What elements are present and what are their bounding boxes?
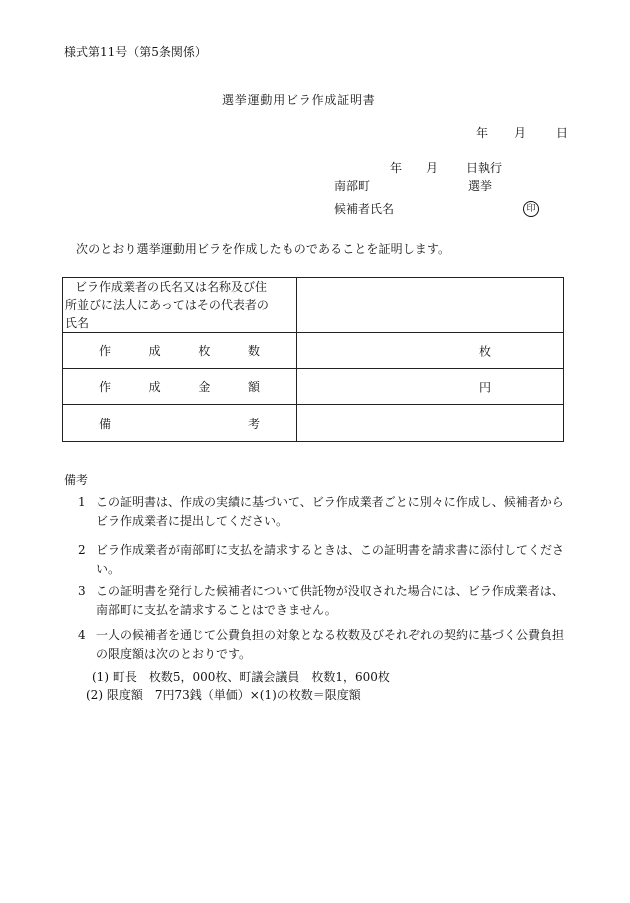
label-char: 成	[148, 344, 161, 358]
election-month: 月	[426, 161, 439, 175]
note-number: 3	[78, 584, 86, 598]
table-label-cell	[63, 278, 297, 333]
note-item	[78, 626, 566, 664]
town-name: 南部町	[334, 179, 371, 193]
note-text: この証明書は、作成の実績に基づいて、ビラ作成業者ごとに別々に作成し、候補者からビラ作成業者に提出してください。	[96, 495, 564, 528]
table-row	[63, 333, 564, 369]
date-month: 月	[514, 126, 527, 140]
date-day: 日	[556, 126, 569, 140]
seal-mark: 印	[523, 201, 539, 217]
table-label-cell	[63, 405, 297, 442]
unit-label: 枚	[478, 344, 491, 358]
unit-label: 円	[478, 380, 491, 394]
label-char: 成	[148, 380, 161, 394]
note-sub-item: (2) 限度額 7円73銭（単価）×(1)の枚数＝限度額	[86, 688, 361, 702]
table-label-cell	[63, 369, 297, 405]
label-char: 額	[247, 380, 260, 394]
label-char: 金	[198, 380, 211, 394]
sheet-count-field[interactable]	[297, 333, 564, 369]
election-year: 年	[390, 161, 403, 175]
remarks-field[interactable]	[297, 405, 564, 442]
label-char: 考	[247, 416, 260, 431]
note-text: 一人の候補者を通じて公費負担の対象となる枚数及びそれぞれの契約に基づく公費負担の限度額は次のとおりです。	[96, 628, 565, 661]
election-type: 選挙	[468, 179, 493, 193]
business-name-field[interactable]	[297, 278, 564, 333]
amount-field[interactable]	[297, 369, 564, 405]
note-item	[78, 493, 566, 531]
label-char: 作	[99, 344, 112, 358]
intro-statement: 次のとおり選挙運動用ビラを作成したものであることを証明します。	[76, 242, 451, 256]
note-sub-item: (1) 町長 枚数5，000枚、町議会議員 枚数1，600枚	[92, 670, 390, 684]
note-number: 1	[78, 495, 86, 509]
label-char: 備	[99, 416, 112, 431]
form-number: 様式第11号（第5条関係）	[64, 45, 207, 59]
note-item	[78, 582, 566, 620]
table-row	[63, 278, 564, 333]
table-row	[63, 405, 564, 442]
notes-heading: 備考	[64, 473, 89, 487]
label-char: 数	[247, 344, 260, 358]
certificate-table	[62, 277, 564, 442]
note-number: 4	[78, 628, 86, 642]
label-char: 枚	[198, 344, 211, 358]
label-char: 作	[99, 380, 112, 394]
label-line: 所並びに法人にあってはその代表者の	[65, 298, 269, 312]
table-label-cell	[63, 333, 297, 369]
document-title: 選挙運動用ビラ作成証明書	[222, 93, 376, 107]
election-day: 日執行	[466, 161, 503, 175]
label-line: 氏名	[65, 316, 90, 330]
note-item	[78, 541, 566, 579]
note-text: この証明書を発行した候補者について供託物が没収された場合には、ビラ作成業者は、南部町に支払を請求することはできません。	[96, 584, 564, 617]
candidate-name-label: 候補者氏名	[334, 202, 395, 216]
note-text: ビラ作成業者が南部町に支払を請求するときは、この証明書を請求書に添付してください。	[96, 543, 565, 576]
note-number: 2	[78, 543, 86, 557]
label-line: ビラ作成業者の氏名又は名称及び住	[75, 280, 268, 294]
table-row	[63, 369, 564, 405]
date-year: 年	[476, 126, 489, 140]
